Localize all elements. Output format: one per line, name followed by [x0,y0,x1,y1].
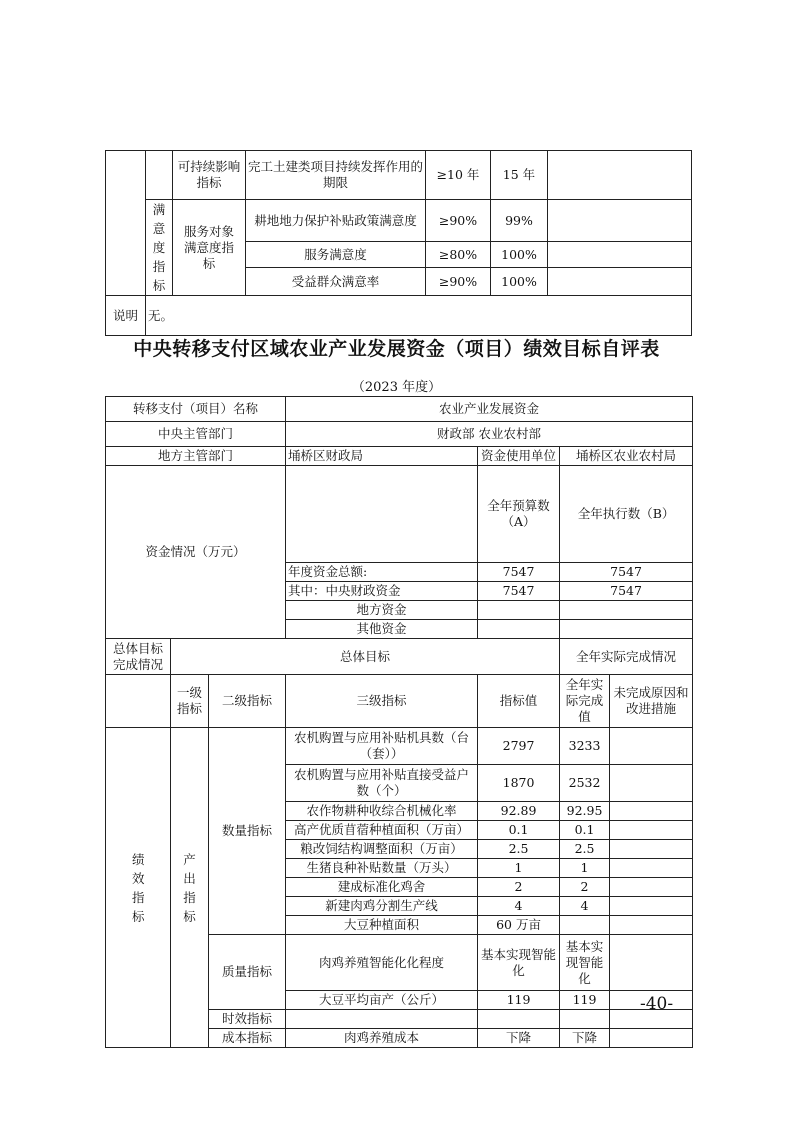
header-blank [106,675,171,728]
quantity-item: 建成标准化鸡舍 [286,878,478,897]
quality-item: 肉鸡养殖智能化化程度 [286,935,478,991]
perf-continued-cell [106,151,146,296]
service-label: 服务对象满意度指标 [173,200,246,296]
quantity-item: 大豆种植面积 [286,916,478,935]
quantity-item: 农机购置与应用补贴机具数（台（套）） [286,728,478,765]
continued-indicator-table [105,150,692,336]
quantity-item: 农作物耕种收综合机械化率 [286,802,478,821]
sustain-actual: 15 年 [491,151,548,200]
satisfaction-label: 满意度指标 [146,200,173,296]
sat-actual: 100% [491,268,548,296]
quantity-item: 农机购置与应用补贴直接受益户数（个） [286,765,478,802]
funds-header-blank [286,466,478,563]
fund-exec [560,620,693,639]
sustain-label: 可持续影响指标 [173,151,246,200]
fund-budget [478,620,560,639]
sat-actual: 100% [491,242,548,268]
central-dept: 财政部 农业农村部 [286,422,693,447]
local-dept: 埇桥区财政局 [286,447,478,466]
using-unit: 埇桥区农业农村局 [560,447,693,466]
fund-exec [560,601,693,620]
timeliness-item [286,1010,478,1029]
funds-label: 资金情况（万元） [106,466,286,639]
header-level2: 二级指标 [209,675,286,728]
project-label: 转移支付（项目）名称 [106,397,286,422]
header-reason: 未完成原因和改进措施 [610,675,693,728]
quantity-actual: 2.5 [560,840,610,859]
sustain-target: ≥10 年 [426,151,491,200]
quantity-reason [610,878,693,897]
quality-item: 大豆平均亩产（公斤） [286,991,478,1010]
quantity-target: 0.1 [478,821,560,840]
page-title: 中央转移支付区域农业产业发展资金（项目）绩效目标自评表 [133,338,660,360]
quantity-actual [560,916,610,935]
timeliness-label: 时效指标 [209,1010,286,1029]
year-label: （2023 年度） [351,380,442,395]
quality-actual: 119 [560,991,610,1010]
quantity-actual: 92.95 [560,802,610,821]
quality-label: 质量指标 [209,935,286,1010]
quantity-reason [610,821,693,840]
fund-budget: 7547 [478,563,560,582]
quality-target: 基本实现智能化 [478,935,560,991]
budget-header: 全年预算数（A） [478,466,560,563]
quantity-actual: 1 [560,859,610,878]
quantity-target: 1870 [478,765,560,802]
overall-goal-label: 总体目标 [171,639,560,675]
quantity-reason [610,765,693,802]
quantity-item: 高产优质苜蓿种植面积（万亩） [286,821,478,840]
quantity-actual: 2 [560,878,610,897]
using-unit-label: 资金使用单位 [478,447,560,466]
timeliness-target [478,1010,560,1029]
sat-target: ≥90% [426,200,491,242]
sat-reason [548,200,692,242]
sat-target: ≥90% [426,268,491,296]
quantity-label: 数量指标 [209,728,286,935]
quantity-target: 92.89 [478,802,560,821]
quantity-item: 粮改饲结构调整面积（万亩） [286,840,478,859]
sat-reason [548,242,692,268]
note-label: 说明 [106,296,146,336]
quantity-target: 2 [478,878,560,897]
quantity-reason [610,916,693,935]
cost-label: 成本指标 [209,1029,286,1048]
fund-exec: 7547 [560,563,693,582]
quantity-actual: 4 [560,897,610,916]
fund-row-label: 年度资金总额: [286,563,478,582]
fund-row-label: 其他资金 [286,620,478,639]
quantity-reason [610,728,693,765]
level1-continued-cell [146,151,173,200]
fund-budget [478,601,560,620]
goal-status-label: 总体目标完成情况 [106,639,171,675]
sat-actual: 99% [491,200,548,242]
fund-budget: 7547 [478,582,560,601]
fund-row-label: 其中：中央财政资金 [286,582,478,601]
fund-exec: 7547 [560,582,693,601]
sat-item: 耕地地力保护补贴政策满意度 [246,200,426,242]
fund-row-label: 地方资金 [286,601,478,620]
quantity-target: 2.5 [478,840,560,859]
perf-label: 绩效指标 [106,728,171,1048]
page-number: -40- [640,994,674,1014]
quantity-target: 1 [478,859,560,878]
quantity-reason [610,859,693,878]
header-actual: 全年实际完成值 [560,675,610,728]
sustain-item: 完工土建类项目持续发挥作用的期限 [246,151,426,200]
quantity-item: 新建肉鸡分割生产线 [286,897,478,916]
sat-reason [548,268,692,296]
quantity-target: 60 万亩 [478,916,560,935]
quality-target: 119 [478,991,560,1010]
output-label: 产出指标 [171,728,209,1048]
header-target: 指标值 [478,675,560,728]
quantity-item: 生猪良种补贴数量（万头） [286,859,478,878]
quantity-target: 2797 [478,728,560,765]
quantity-actual: 3233 [560,728,610,765]
sat-item: 受益群众满意率 [246,268,426,296]
cost-target: 下降 [478,1029,560,1048]
quantity-actual: 0.1 [560,821,610,840]
self-evaluation-table [105,396,693,1048]
exec-header: 全年执行数（B） [560,466,693,563]
local-dept-label: 地方主管部门 [106,447,286,466]
quality-actual: 基本实现智能化 [560,935,610,991]
cost-item: 肉鸡养殖成本 [286,1029,478,1048]
quantity-reason [610,840,693,859]
cost-reason [610,1029,693,1048]
quantity-target: 4 [478,897,560,916]
sat-item: 服务满意度 [246,242,426,268]
quantity-actual: 2532 [560,765,610,802]
quality-reason [610,935,693,991]
sat-target: ≥80% [426,242,491,268]
sustain-reason [548,151,692,200]
header-level1: 一级指标 [171,675,209,728]
note-text: 无。 [146,296,692,336]
cost-actual: 下降 [560,1029,610,1048]
quantity-reason [610,897,693,916]
quantity-reason [610,802,693,821]
central-dept-label: 中央主管部门 [106,422,286,447]
timeliness-actual [560,1010,610,1029]
project-name: 农业产业发展资金 [286,397,693,422]
actual-completion-label: 全年实际完成情况 [560,639,693,675]
header-level3: 三级指标 [286,675,478,728]
